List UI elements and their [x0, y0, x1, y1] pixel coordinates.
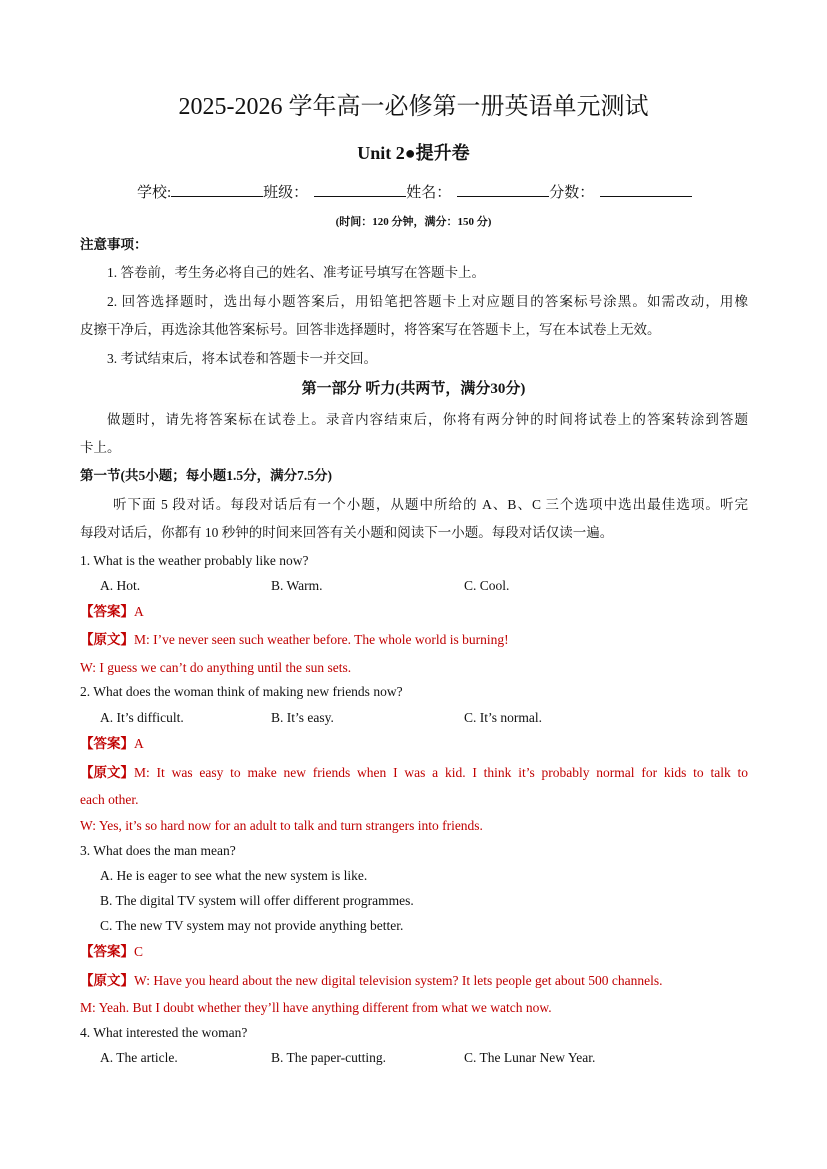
transcript-line: M: Yeah. But I doubt whether they’ll have anything different from what we watch now.	[80, 1000, 552, 1015]
transcript-line: W: Yes, it’s so hard now for an adult to talk and turn strangers into friends.	[80, 818, 483, 833]
section1-intro: 每段对话后，你都有 10 秒钟的时间来回答有关小题和阅读下一小题。每段对话仅读一遍。	[80, 525, 614, 540]
section1-heading: 第一节(共5小题；每小题1.5分，满分7.5分)	[80, 468, 332, 483]
notice-item: 1. 答卷前，考生务必将自己的姓名、准考证号填写在答题卡上。	[107, 265, 485, 280]
notice-item: 2. 回答选择题时，选出每小题答案后，用铅笔把答题卡上对应题目的答案标号涂黑。如需改动，用橡	[107, 294, 748, 309]
transcript-line: W: Have you heard about the new digital television system? It lets people get about 500 channels.	[134, 973, 663, 988]
option-b: B. It’s easy.	[271, 710, 334, 725]
class-blank[interactable]	[314, 182, 406, 197]
answer-2	[80, 735, 144, 753]
score-blank[interactable]	[600, 182, 692, 197]
option-c: C. The Lunar New Year.	[464, 1050, 596, 1065]
transcript-line: M: I’ve never seen such weather before. The whole world is burning!	[134, 632, 509, 647]
answer-value: A	[134, 736, 144, 751]
transcript-3	[80, 972, 662, 990]
answer-tag: 【答案】	[80, 604, 134, 619]
page-title: 2025-2026 学年高一必修第一册英语单元测试	[178, 94, 649, 120]
name-blank[interactable]	[457, 182, 549, 197]
name-label: 姓名：	[406, 185, 452, 201]
school-blank[interactable]	[171, 182, 263, 197]
answer-3	[80, 943, 143, 961]
notice-heading: 注意事项：	[80, 237, 148, 252]
option-c: C. The new TV system may not provide anything better.	[100, 918, 404, 933]
part1-heading: 第一部分 听力(共两节，满分30分)	[301, 381, 526, 397]
page-subtitle: Unit 2●提升卷	[357, 143, 470, 163]
transcript-line: W: I guess we can’t do anything until the sun sets.	[80, 660, 352, 675]
time-info: (时间：120 分钟，满分：150 分)	[335, 216, 492, 228]
transcript-1	[80, 631, 509, 649]
answer-tag: 【答案】	[80, 944, 134, 959]
part1-intro: 卡上。	[80, 440, 121, 455]
option-a: A. The article.	[100, 1050, 178, 1065]
section1-intro: 听下面 5 段对话。每段对话后有一个小题，从题中所给的 A、B、C 三个选项中选出最佳选项。听完	[113, 497, 748, 512]
option-b: B. The paper-cutting.	[271, 1050, 386, 1065]
original-tag: 【原文】	[80, 632, 134, 647]
question-3: 3. What does the man mean?	[80, 843, 236, 858]
option-a: A. He is eager to see what the new system is like.	[100, 868, 368, 883]
school-label: 学校:	[137, 185, 172, 201]
question-4: 4. What interested the woman?	[80, 1025, 248, 1040]
notice-item: 皮擦干净后，再选涂其他答案标号。回答非选择题时，将答案写在答题卡上，写在本试卷上无效。	[80, 322, 661, 337]
option-b: B. Warm.	[271, 578, 323, 593]
transcript-line: each other.	[80, 792, 139, 807]
question-2: 2. What does the woman think of making new friends now?	[80, 684, 403, 699]
notice-item: 3. 考试结束后，将本试卷和答题卡一并交回。	[107, 351, 377, 366]
option-c: C. It’s normal.	[464, 710, 542, 725]
transcript-line: M: It was easy to make new friends when I was a kid. I think it’s probably normal for kids to talk to	[134, 765, 748, 780]
part1-intro: 做题时，请先将答案标在试卷上。录音内容结束后，你将有两分钟的时间将试卷上的答案转涂到答题	[107, 412, 748, 427]
original-tag: 【原文】	[80, 765, 134, 780]
score-label: 分数：	[549, 185, 595, 201]
class-label: 班级：	[263, 185, 309, 201]
option-c: C. Cool.	[464, 578, 510, 593]
transcript-2	[80, 764, 748, 782]
answer-tag: 【答案】	[80, 736, 134, 751]
answer-value: A	[134, 604, 144, 619]
option-a: A. Hot.	[100, 578, 141, 593]
student-info-fields	[137, 182, 692, 202]
question-1: 1. What is the weather probably like now?	[80, 553, 309, 568]
answer-1	[80, 603, 144, 621]
option-a: A. It’s difficult.	[100, 710, 184, 725]
original-tag: 【原文】	[80, 973, 134, 988]
answer-value: C	[134, 944, 144, 959]
option-b: B. The digital TV system will offer different programmes.	[100, 893, 414, 908]
